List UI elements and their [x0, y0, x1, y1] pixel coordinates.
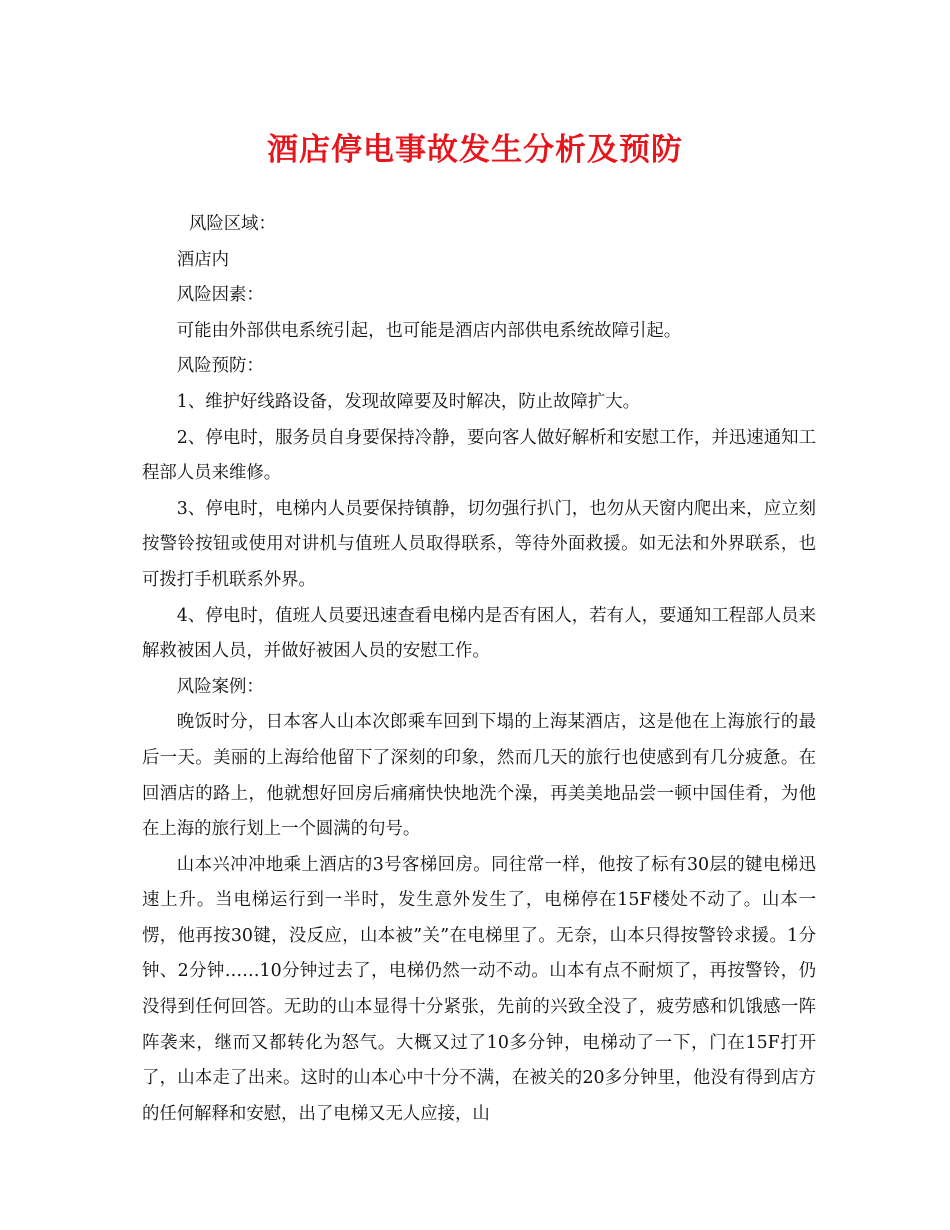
paragraph-prevention-3: 3、停电时，电梯内人员要保持镇静，切勿强行扒门，也勿从天窗内爬出来，应立刻按警铃按钮或使用对讲机与值班人员取得联系，等待外面救援。如无法和外界联系，也可拨打手机联系外界。	[142, 498, 816, 590]
paragraph-prevention-1: 1、维护好线路设备，发现故障要及时解决，防止故障扩大。	[176, 391, 641, 412]
document-body	[142, 207, 816, 1132]
paragraph-prevention-2: 2、停电时，服务员自身要保持冷静，要向客人做好解析和安慰工作，并迅速通知工程部人员来维修。	[142, 427, 816, 484]
paragraph-risk-factor: 可能由外部供电系统引起，也可能是酒店内部供电系统故障引起。	[176, 320, 682, 341]
paragraph-risk-case-heading: 风险案例：	[176, 676, 264, 697]
page-title: 酒店停电事故发生分析及预防	[267, 132, 683, 168]
paragraph-risk-area-heading: 风险区域：	[188, 214, 276, 234]
paragraph-risk-factor-heading: 风险因素：	[176, 285, 264, 306]
paragraph-risk-area: 酒店内	[176, 249, 229, 270]
paragraph-case-2: 山本兴冲冲地乘上酒店的3号客梯回房。同往常一样，他按了标有30层的键电梯迅速上升。当电梯运行到一半时，发生意外发生了，电梯停在15F楼处不动了。山本一愣，他再按30键，没反应，山本被”关”在电梯里了。无奈，山本只得按警铃求援。1分钟、2分钟……10分钟过去了，电梯仍然一动不动。山本有点不耐烦了，再按警铃，仍没得到任何回答。无助的山本显得十分紧张，先前的兴致全没了，疲劳感和饥饿感一阵阵袭来，继而又都转化为怒气。大概又过了10多分钟，电梯动了一下，门在15F打开了，山本走了出来。这时的山本心中十分不满，在被关的20多分钟里，他没有得到店方的任何解释和安慰，出了电梯又无人应接，山	[142, 854, 816, 1124]
paragraph-case-1: 晚饭时分，日本客人山本次郎乘车回到下塌的上海某酒店，这是他在上海旅行的最后一天。美丽的上海给他留下了深刻的印象，然而几天的旅行也使感到有几分疲惫。在回酒店的路上，他就想好回房后痛痛快快地洗个澡，再美美地品尝一顿中国佳肴，为他在上海的旅行划上一个圆满的句号。	[142, 712, 816, 840]
paragraph-risk-prevention-heading: 风险预防：	[176, 356, 264, 377]
paragraph-prevention-4: 4、停电时，值班人员要迅速查看电梯内是否有困人，若有人，要通知工程部人员来解救被困人员，并做好被困人员的安慰工作。	[142, 605, 816, 662]
